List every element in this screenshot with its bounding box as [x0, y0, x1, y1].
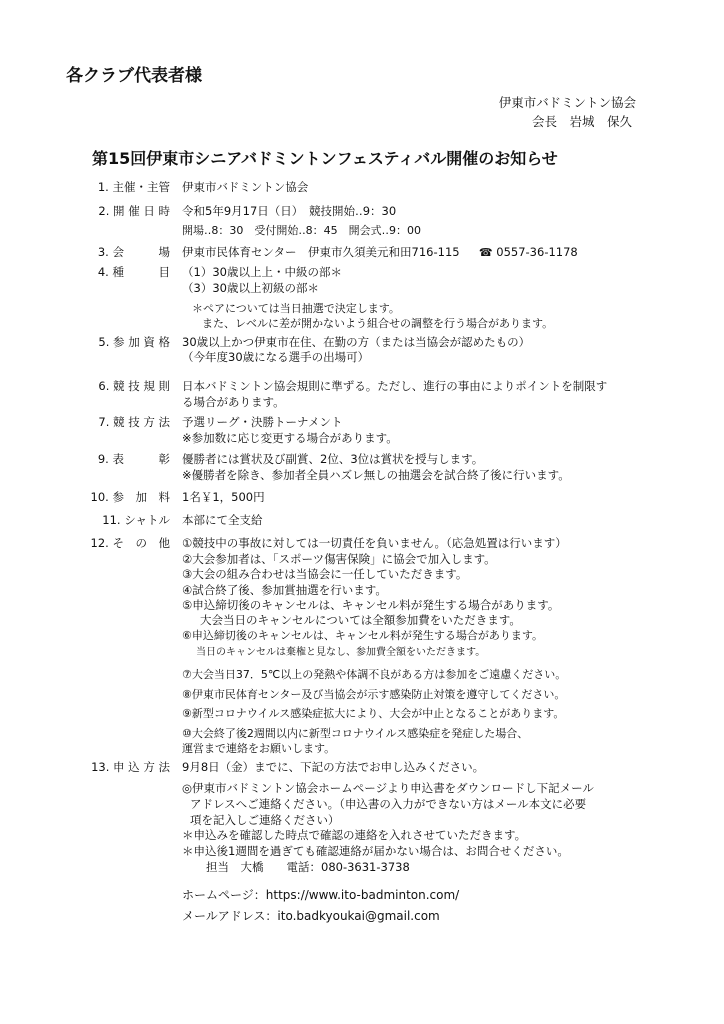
other-line-3: ③大会の組み合わせは当協会に一任していただきます。 [182, 567, 468, 581]
fee-value: 1名￥1，500円 [182, 490, 265, 504]
other-line-5b: 大会当日のキャンセルについては全額参加費をいただきます。 [200, 613, 521, 627]
homepage-link[interactable]: ホームページ：https://www.ito-badminton.com/ [182, 888, 460, 902]
venue-phone: 0557-36-1178 [496, 245, 578, 259]
other-line-7: ⑦大会当日37．5℃以上の発熱や体調不良がある方は参加をご遠慮ください。 [182, 668, 567, 681]
item-value-datetime: 令和5年9月17日（日） 競技開始‥9：30 [182, 204, 397, 218]
sender-president: 会長 岩城 保久 [531, 114, 632, 129]
other-line-2: ②大会参加者は、「スポーツ傷害保険」に協会で加入します。 [182, 552, 496, 566]
awards-line-2: ※優勝者を除き、参加者全員ハズレ無しの抽選会を試合終了後に行います。 [182, 468, 570, 482]
application-line-2: ◎伊東市バドミントン協会ホームページより申込書をダウンロードし下記メール [182, 781, 594, 795]
rules-line-2: る場合があります。 [182, 395, 285, 409]
other-line-10b: 運営まで連絡をお願いします。 [182, 742, 336, 755]
item-label-shuttle: 11. シャトル [102, 513, 170, 527]
other-line-1: ①競技中の事故に対しては一切責任を負いません。（応急処置は行います） [182, 536, 567, 550]
event-line-2: （3）30歳以上初級の部＊ [182, 281, 319, 295]
item-label-organizer: 1. 主催・主管 [97, 180, 170, 194]
item-label-eligibility: 5. 参 加 資 格 [98, 335, 170, 349]
event-note-2: また、レベルに差が開かないよう組合せの調整を行う場合があります。 [202, 317, 554, 330]
item-label-venue: 3. 会 場 [97, 245, 170, 259]
event-note-1: ＊ペアについては当日抽選で決定します。 [192, 302, 400, 315]
rules-line-1: 日本バドミントン協会規則に準ずる。ただし、進行の事由によりポイントを制限す [182, 379, 608, 393]
item-label-format: 7. 競 技 方 法 [98, 415, 170, 429]
shuttle-value: 本部にて全支給 [182, 513, 263, 527]
other-line-5: ⑤申込締切後のキャンセルは、キャンセル料が発生する場合があります。 [182, 598, 560, 612]
other-line-10: ⑩大会終了後2週間以内に新型コロナウイルス感染症を発症した場合、 [182, 727, 529, 740]
eligibility-line-1: 30歳以上かつ伊東市在住、在勤の方（または当協会が認めたもの） [182, 335, 531, 349]
application-line-1: 9月8日（金）までに、下記の方法でお申し込みください。 [182, 760, 485, 774]
format-line-1: 予選リーグ・決勝トーナメント [182, 415, 343, 429]
item-label-awards: 9. 表 彰 [97, 452, 170, 466]
item-value-organizer: 伊東市バドミントン協会 [182, 180, 309, 194]
item-label-datetime: 2. 開 催 日 時 [98, 204, 170, 218]
other-line-6: ⑥申込締切後のキャンセルは、キャンセル料が発生する場合があります。 [182, 629, 543, 642]
awards-line-1: 優勝者には賞状及び副賞、2位、3位は賞状を授与します。 [182, 452, 484, 466]
page-title: 第15回伊東市シニアバドミントンフェスティバル開催のお知らせ [92, 149, 558, 168]
item-label-fee: 10. 参 加 料 [90, 490, 170, 504]
other-line-6b: 当日のキャンセルは棄権と見なし、参加費全額をいただきます。 [196, 647, 486, 658]
item-value-datetime-detail: 開場‥8：30 受付開始‥8：45 開会式‥9：00 [182, 224, 422, 237]
application-line-6: ＊申込後1週間を過ぎても確認連絡が届かない場合は、お問合せください。 [182, 844, 569, 858]
item-label-application: 13. 申 込 方 法 [91, 760, 170, 774]
telephone-icon: ☎ [478, 246, 493, 259]
eligibility-line-2: （今年度30歳になる選手の出場可） [182, 350, 370, 364]
application-line-5: ＊申込みを確認した時点で確認の連絡を入れさせていただきます。 [182, 828, 527, 842]
other-line-8: ⑧伊東市民体育センター及び当協会が示す感染防止対策を遵守してください。 [182, 688, 566, 701]
format-line-2: ※参加数に応じ変更する場合があります。 [182, 431, 398, 445]
item-label-other: 12. そ の 他 [90, 536, 170, 550]
event-line-1: （1）30歳以上上・中級の部＊ [182, 265, 342, 279]
email-link[interactable]: メールアドレス：ito.badkyoukai@gmail.com [182, 909, 440, 923]
application-contact: 担当 大橋 電話：080-3631-3738 [206, 860, 410, 874]
venue-address: 伊東市民体育センター 伊東市久須美元和田716-115 [182, 245, 460, 259]
other-line-4: ④試合終了後、参加賞抽選を行います。 [182, 583, 387, 597]
item-label-events: 4. 種 目 [97, 265, 170, 279]
application-line-4: 項を記入しご連絡ください） [190, 813, 340, 827]
addressee: 各クラブ代表者様 [66, 66, 202, 86]
item-label-rules: 6. 競 技 規 則 [98, 379, 170, 393]
sender-organization: 伊東市バドミントン協会 [498, 95, 636, 110]
application-line-3: アドレスへご連絡ください。（申込書の入力ができない方はメール本文に必要 [190, 797, 587, 811]
item-value-venue [182, 247, 578, 259]
other-line-9: ⑨新型コロナウイルス感染症拡大により、大会が中止となることがあります。 [182, 707, 565, 720]
